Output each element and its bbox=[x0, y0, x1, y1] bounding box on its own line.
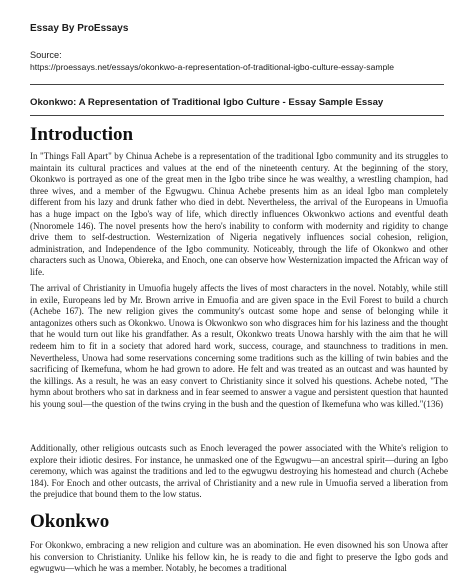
okonkwo-paragraph-1: For Okonkwo, embracing a new religion and culture was an abomination. He even disowned his son Unowa after his conversion to Christianity. Unlike his fellow kin, he is ready to die and fight to preserve the Igbo gods and egwugwu—which he was a member. Notably, he becomes a traditional bbox=[30, 540, 448, 574]
source-label: Source: bbox=[30, 50, 62, 60]
intro-paragraph-2: The arrival of Christianity in Umuofia hugely affects the lives of most characters in the novel. Notably, while still in exile, Europeans led by Mr. Brown arrive in Emuofia and are given space in the Evil Forest to build a church (Achebe 167). The new religion gives the community's outcast some hope and sense of belonging while it antagonizes others such as Okonkwo. Unowa is Okwonkwo son who disgraces him for his laziness and the thought that he would turn out like his grandfather. As a result, Okonkwo treats Unowa harshly with the aim that he will redeem him to fit in a society that adored hard work, success, courage, and staunchness to traditions in men. Nevertheless, Unowa had some reservations concerning some traditions such as the killing of twin babies and the sacrificing of Ikemefuna, whom he had grown to adore. He felt and was treated as an outcast and was haunted by the killings. As a result, he was an easy convert to Christianity since it solved his questions. Achebe noted, "The hymn about brothers who sat in darkness and in fear seemed to answer a vague and persistent question that haunted his young soul—the question of the twins crying in the bush and the question of Ikemefuna who was killed."(136) bbox=[30, 283, 448, 409]
source-url-link[interactable]: https://proessays.net/essays/okonkwo-a-representation-of-traditional-igbo-culture-essay-sample bbox=[30, 62, 394, 72]
divider-bottom bbox=[30, 115, 444, 116]
brand-label: Essay By ProEssays bbox=[30, 23, 129, 34]
document-title: Okonkwo: A Representation of Traditional Igbo Culture - Essay Sample Essay bbox=[30, 97, 384, 108]
intro-paragraph-1: In "Things Fall Apart" by Chinua Achebe is a representation of the traditional Igbo community and its struggles to maintain its cultural practices and values at the end of the nineteenth century. At the beginning of the story, Okonkwo is portrayed as one of the great men in the Igbo tribe since he was wealthy, a wrestling champion, had three wives, and a member of the Egwugwu. Chinua Achebe presents him as an ideal Igbo man completely different from his lazy and drunk father who died in debt. Nevertheless, the arrival of the Europeans in Umuofia has a huge impact on the Igbo's way of life, which directly influences Okwonkwo actions and eventful death (Nnoromele 146). The novel presents how the hero's inability to conform with modernity and rigidity to change drive them to self-destruction. Westernization of Nigeria negatively influences social cohesion, religion, administration, and Independence of the Igbo community. Noticeably, through the life of Okonkwo and other characters such as Unowa, Obiereka, and Enoch, one can observe how Westernization impacted the African way of life. bbox=[30, 151, 448, 277]
intro-paragraph-3: Additionally, other religious outcasts such as Enoch leveraged the power associated with the White's religion to explore their idiotic desires. For instance, he unmasked one of the Egwugwu—an ancestral spirit—during an Igbo ceremony, which was against the traditions and led to the egwugwu destroying his homestead and church (Achebe 184). For Enoch and other outcasts, the arrival of Christianity and a new rule in Umuofia served a liberation from the prejudice that bound them to the low status. bbox=[30, 443, 448, 500]
section-heading-okonkwo: Okonkwo bbox=[30, 511, 110, 532]
divider-top bbox=[30, 84, 444, 85]
section-heading-introduction: Introduction bbox=[30, 124, 134, 145]
